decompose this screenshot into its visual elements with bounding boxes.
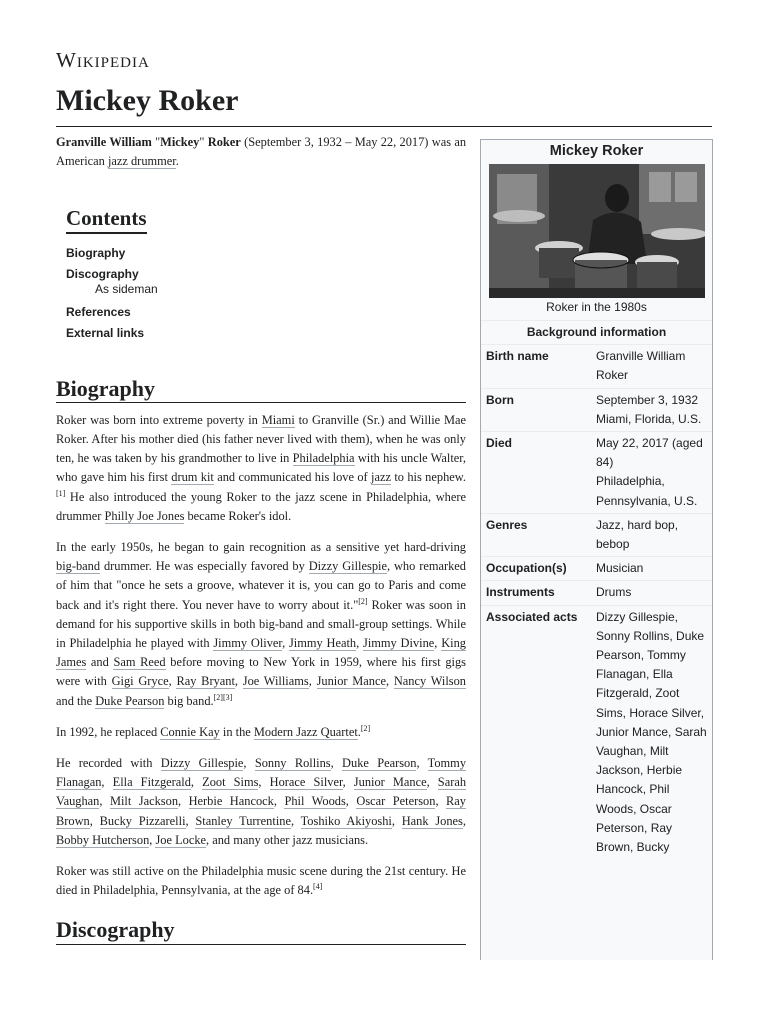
separator: , [99,794,110,809]
text: Roker was still active on the Philadelphia music scene during the 21st century. He died in Philadelphia, Pennsylvania, at the age of 84. [56,864,466,898]
link-oscar-peterson[interactable]: Oscar Peterson [356,794,436,809]
separator: , [273,794,285,809]
link-ray-brown[interactable]: Ray Brown [56,794,466,828]
biography-paragraph-3 [56,723,466,742]
reference-1[interactable]: [1] [56,488,66,498]
link-gigi-gryce[interactable]: Gigi Gryce [111,674,169,689]
text: , [234,674,243,689]
text: , [308,674,317,689]
infobox-photo[interactable] [489,164,705,298]
heading-biography: Biography [56,379,466,403]
wikipedia-wordmark[interactable]: Wikipedia [56,48,150,72]
link-duke-pearson[interactable]: Duke Pearson [95,693,165,708]
infobox-label: Born [486,392,514,407]
text: big band. [164,693,214,708]
infobox-row-born [481,388,712,431]
value-line[interactable]: Dizzy Gillespie, Sonny Rollins, Duke Pearson, Tommy Flanagan, Ella Fitzgerald, Zoot Sims, Horace Silver, Junior Mance, Sarah Vaughan, Milt Jackson, Herbie Hancock, Phil Woods, Oscar Peterson, Ray Brown, Bucky [596,609,707,855]
page-title: Mickey Roker [56,84,239,117]
text: , and many other jazz musicians. [206,832,369,847]
infobox-row-occupation [481,556,712,580]
lead-name-a: Granville William [56,135,152,149]
link-toshiko-akiyoshi[interactable]: Toshiko Akiyoshi [300,813,392,828]
link-jazz[interactable]: jazz [371,470,391,485]
value-line[interactable]: Musician [596,561,644,576]
infobox-row-instruments [481,580,712,604]
link-philadelphia[interactable]: Philadelphia [292,451,355,466]
link-horace-silver[interactable]: Horace Silver [269,775,343,790]
link-jimmy-oliver[interactable]: Jimmy Oliver [213,636,283,651]
lead-quote-open: " [151,135,161,149]
separator: , [258,775,270,790]
separator: , [243,756,255,771]
separator: , [426,775,438,790]
link-tommy-flanagan[interactable]: Tommy Flanagan [56,756,467,790]
infobox-caption: Roker in the 1980s [546,300,647,314]
link-sonny-rollins[interactable]: Sonny Rollins [254,756,331,771]
infobox-label: Died [486,436,513,451]
text: . [357,724,361,739]
link-ray-bryant[interactable]: Ray Bryant [176,674,235,689]
infobox-row-genres [481,513,712,556]
separator: , [101,775,113,790]
separator: , [345,794,357,809]
link-sam-reed[interactable]: Sam Reed [113,655,166,670]
link-herbie-hancock[interactable]: Herbie Hancock [188,794,274,809]
value-line[interactable]: Drums [596,585,632,600]
biography-paragraph-4 [56,754,466,850]
article-body [56,133,466,953]
separator: , [391,813,402,828]
text: , who remarked of him that "once he sets a groove, whatever it is, you can go to Paris and come back and it's right there. You never have to worry about it." [56,559,467,612]
infobox-value [596,583,712,602]
reference-4[interactable]: [4] [313,882,323,892]
infobox-row-birth-name [481,344,712,387]
text: and the [56,693,96,708]
text: and [86,655,114,670]
infobox-value[interactable] [596,608,712,858]
text: He also introduced the young Roker to the jazz scene in Philadelphia, where drummer [56,489,466,523]
link-bobby-hutcherson[interactable]: Bobby Hutcherson [56,832,150,847]
text: to his nephew. [390,470,467,485]
lead-nickname: Mickey [160,135,200,149]
toc-item-biography[interactable]: Biography [66,245,126,260]
link-jimmy-divine[interactable]: Jimmy Divine [363,636,435,651]
value-line: May 22, 2017 (aged 84) [596,436,703,470]
link-jazz-drummer[interactable]: jazz drummer [107,154,176,169]
separator: , [342,775,354,790]
separator: , [435,794,447,809]
lead-end: . [175,154,179,169]
infobox-label: Occupation(s) [486,561,567,576]
heading-discography: Discography [56,920,466,944]
separator: , [149,832,156,847]
text: Roker was born into extreme poverty in [56,412,262,427]
infobox-value [596,391,712,429]
infobox-value[interactable] [596,516,712,554]
link-bucky-pizzarelli[interactable]: Bucky Pizzarelli [99,813,186,828]
infobox-row-died [481,431,712,513]
link-stanley-turrentine[interactable]: Stanley Turrentine [195,813,291,828]
text: became Roker's idol. [184,508,292,523]
title-divider [56,126,712,127]
toc-item-discography[interactable]: Discography [66,266,139,281]
value-line: Granville William Roker [596,349,686,383]
toc-item-external-links[interactable]: External links [66,325,145,340]
link-dizzy-gillespie[interactable]: Dizzy Gillespie [308,559,387,574]
link-milt-jackson[interactable]: Milt Jackson [109,794,179,809]
link-hank-jones[interactable]: Hank Jones [401,813,463,828]
text: , [282,636,289,651]
infobox-rows [481,344,712,859]
link-king-james[interactable]: King James [56,636,466,670]
table-of-contents [66,206,466,340]
separator: , [185,813,196,828]
reference-2-3[interactable]: [2][3] [213,692,233,702]
lead-quote-close: " [199,135,208,149]
separator: , [416,756,428,771]
link-junior-mance[interactable]: Junior Mance [353,775,427,790]
text: to Granville (Sr.) and Willie Mae Roker. After his mother died (his father never lived with them), when he was only ten, he was taken by his grandmother to live in [56,412,466,466]
text: He recorded with [56,756,161,771]
infobox-value [596,347,712,385]
link-junior-mance[interactable]: Junior Mance [316,674,386,689]
link-big-band[interactable]: big-band [56,559,101,574]
text: in the [219,724,254,739]
link-joe-williams[interactable]: Joe Williams [242,674,309,689]
lead-paragraph [56,133,466,171]
infobox-label: Birth name [486,349,549,364]
link-zoot-sims[interactable]: Zoot Sims [202,775,259,790]
toc-item-as-sideman[interactable]: As sideman [95,281,158,296]
reference-2[interactable]: [2] [360,723,371,733]
link-phil-woods[interactable]: Phil Woods [284,794,346,809]
text: , [386,674,394,689]
link-miami[interactable]: Miami [261,412,295,427]
link-sarah-vaughan[interactable]: Sarah Vaughan [56,775,467,809]
text: and communicated his love of [213,470,372,485]
infobox-label: Instruments [486,585,555,600]
link-joe-locke[interactable]: Joe Locke [155,832,207,847]
separator: , [89,813,100,828]
biography-paragraph-2 [56,538,466,711]
text: before moving to New York in 1959, where his first gigs were with [56,655,466,689]
lead-name-b: Roker [207,135,241,149]
infobox-value [596,559,712,578]
separator: , [190,775,203,790]
value-line-link[interactable]: Miami, Florida, U.S. [596,411,702,426]
link-jimmy-heath[interactable]: Jimmy Heath [288,636,357,651]
lead-dates: (September 3, 1932 – May 22, 2017) was an American [56,135,467,169]
text: , [168,674,177,689]
link-ella-fitzgerald[interactable]: Ella Fitzgerald [112,775,191,790]
link-duke-pearson[interactable]: Duke Pearson [342,756,417,771]
text: In 1992, he replaced [56,724,161,739]
text: drummer. He was especially favored by [100,559,309,574]
infobox-row-associated-acts [481,605,712,860]
text: Roker was soon in demand for his supportive skills in both big-band and small-group settings. While in Philadelphia he played with [56,597,466,651]
text: with his uncle Walter, who gave him his first [56,451,466,485]
drummer-photo-illustration [489,164,705,298]
infobox-title: Mickey Roker [549,143,644,159]
separator: , [178,794,189,809]
text: In the early 1950s, he began to gain recognition as a sensitive yet hard-driving [56,540,466,555]
link-drum-kit[interactable]: drum kit [171,470,214,485]
value-line[interactable]: Jazz, hard bop, bebop [596,517,679,552]
value-line-link[interactable]: Philadelphia, Pennsylvania, U.S. [596,474,698,508]
infobox-label: Genres [486,517,528,532]
toc-item-references[interactable]: References [66,304,131,319]
infobox-value [596,434,712,511]
reference-2[interactable]: [2] [358,596,368,606]
separator: , [290,813,301,828]
link-connie-kay[interactable]: Connie Kay [160,724,220,739]
infobox-label: Associated acts [486,609,578,624]
value-line: September 3, 1932 [596,392,699,407]
biography-paragraph-5 [56,862,466,900]
link-nancy-wilson[interactable]: Nancy Wilson [393,674,466,689]
toc-title: Contents [66,209,147,233]
text: , [356,636,364,651]
link-dizzy-gillespie[interactable]: Dizzy Gillespie [160,756,244,771]
biography-paragraph-1 [56,411,466,526]
link-philly-joe-jones[interactable]: Philly Joe Jones [104,508,185,523]
text: , [434,636,442,651]
infobox [480,139,713,960]
separator: , [462,813,466,828]
link-modern-jazz-quartet[interactable]: Modern Jazz Quartet [253,724,358,739]
separator: , [330,756,343,771]
infobox-section-header: Background information [481,320,712,344]
